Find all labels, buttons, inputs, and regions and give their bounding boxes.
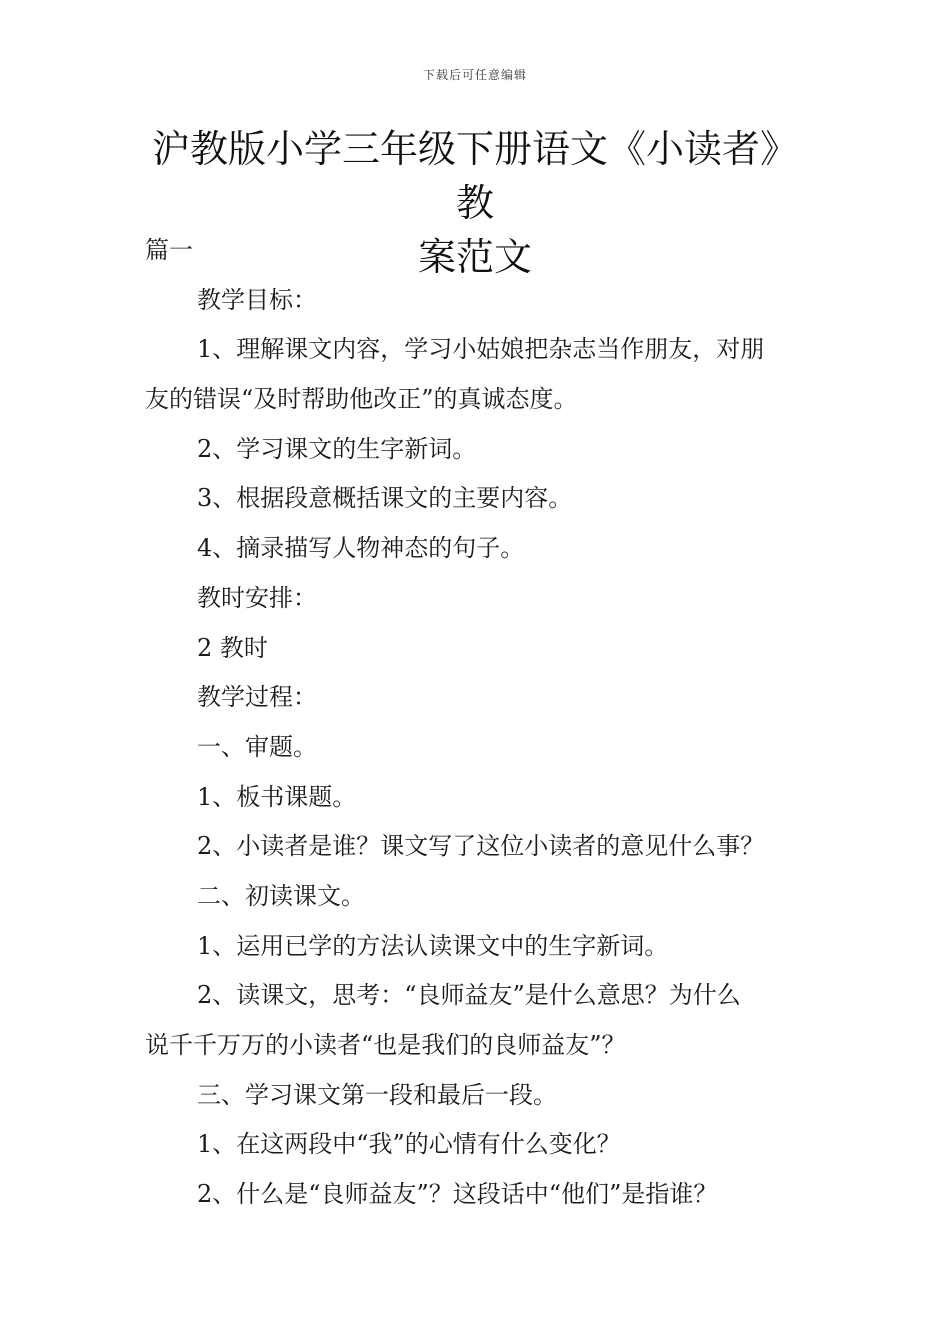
text-line: 三、学习课文第一段和最后一段。 [197, 1080, 557, 1109]
text-line: 说千千万万的小读者“也是我们的良师益友”？ [145, 1031, 626, 1059]
text-line: 二、初读课文。 [197, 881, 365, 910]
text-line: 1、板书课题。 [197, 782, 357, 811]
text-line: 1、在这两段中“我”的心情有什么变化？ [197, 1130, 621, 1159]
text-line: 1、运用已学的方法认读课文中的生字新词。 [197, 931, 669, 960]
text-line: 2、小读者是谁？课文写了这位小读者的意见什么事？ [197, 832, 765, 861]
text-line: 教时安排： [197, 583, 317, 612]
title-line-2: 案范文 [417, 235, 532, 279]
text-line: 教学过程： [197, 683, 317, 712]
title-line-1: 沪教版小学三年级下册语文《小读者》教 [151, 127, 798, 225]
text-line: 2、学习课文的生字新词。 [197, 434, 477, 463]
text-line: 2 教时 [197, 633, 268, 662]
text-line: 1、理解课文内容，学习小姑娘把杂志当作朋友，对朋 [197, 335, 765, 364]
header-note: 下载后可任意编辑 [422, 68, 527, 82]
text-line: 教学目标： [197, 285, 317, 314]
text-line: 友的错误“及时帮助他改正”的真诚态度。 [145, 385, 578, 414]
section-heading: 篇一 [145, 236, 193, 264]
text-line: 4、摘录描写人物神态的句子。 [197, 534, 525, 563]
text-line: 2、什么是“良师益友”？这段话中“他们”是指谁？ [197, 1180, 718, 1209]
text-line: 一、审题。 [197, 732, 317, 761]
text-line: 3、根据段意概括课文的主要内容。 [197, 484, 573, 513]
text-line: 2、读课文，思考：“良师益友”是什么意思？为什么 [197, 981, 741, 1010]
document-body [145, 226, 810, 1220]
